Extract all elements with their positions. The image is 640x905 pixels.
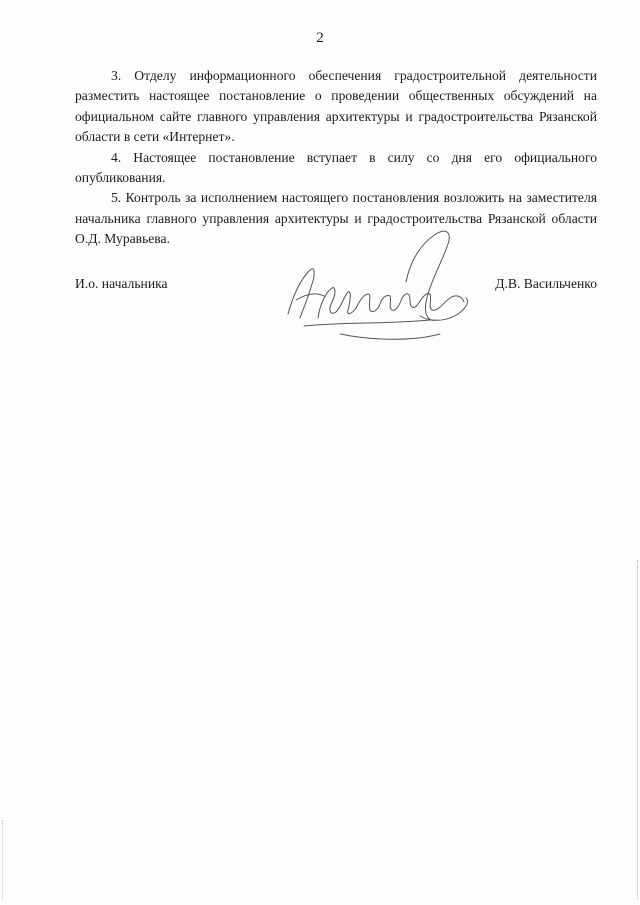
paragraph-4: 4. Настоящее постановление вступает в силу со дня его официального опубликования. [75,149,597,186]
scan-edge-artifact-left [2,820,5,900]
signature-row [75,276,597,300]
page-number: 2 [316,30,324,46]
scan-edge-artifact [635,560,638,900]
paragraph-5: 5. Контроль за исполнением настоящего постановления возложить на заместителя начальника главного управления архитектуры и градостроительства Рязанской области О.Д. Муравьева. [75,190,597,247]
paragraph-3: 3. Отделу информационного обеспечения градостроительной деятельности разместить настоящее постановление о проведении общественных обсуждений на официальном сайте главного управления архитектуры и градостроительства Рязанской области в сети «Интернет». [75,68,597,145]
signatory-title: И.о. начальника [75,276,168,291]
signatory-name: Д.В. Васильченко [495,276,597,291]
